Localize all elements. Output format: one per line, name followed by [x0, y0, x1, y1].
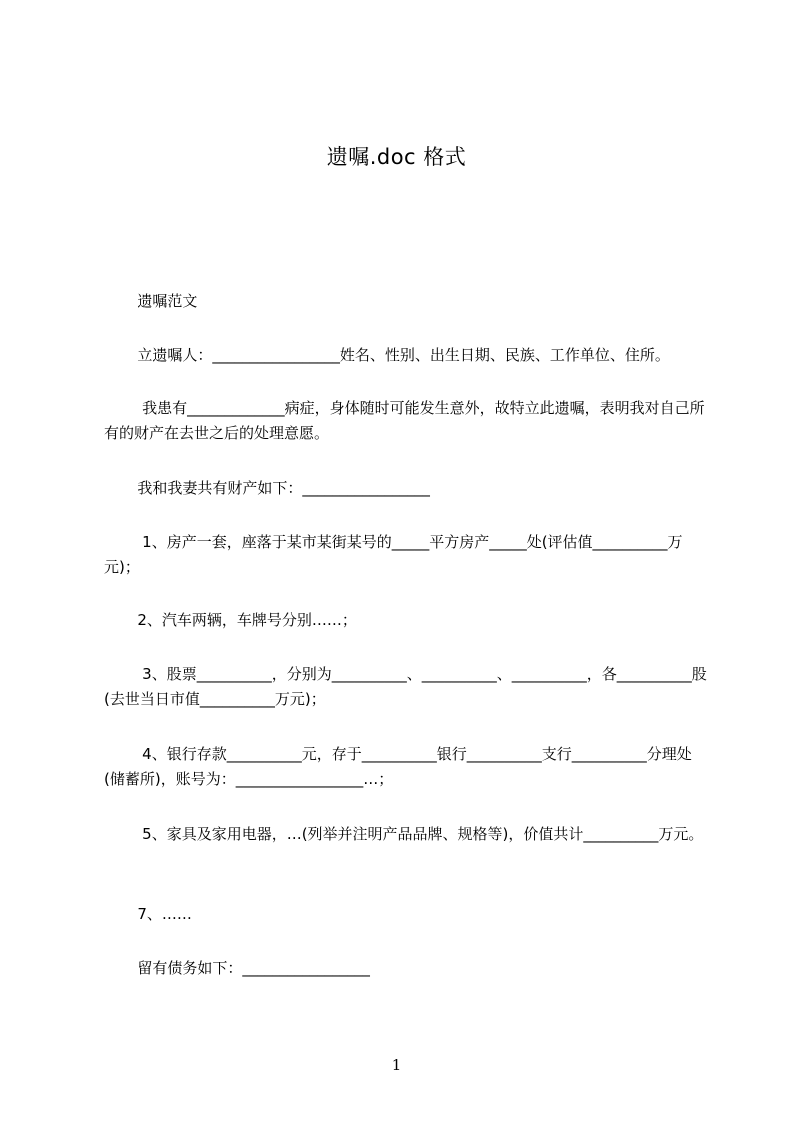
paragraph-heading: 遗嘱范文 — [104, 292, 198, 310]
paragraph-debts: 留有债务如下：_________________ — [104, 959, 370, 977]
paragraph-item-more: 7、…… — [104, 905, 192, 923]
paragraph-testator: 立遗嘱人：_________________姓名、性别、出生日期、民族、工作单位、住所。 — [104, 346, 670, 364]
paragraph-item-cars: 2、汽车两辆，车牌号分别……； — [104, 611, 357, 629]
paragraph-item-house: 1、房产一套，座落于某市某街某号的_____平方房产_____处(评估值__________万元)； — [104, 533, 683, 576]
paragraph-illness: 我患有_____________病症，身体随时可能发生意外，故特立此遗嘱，表明我对自己所有的财产在去世之后的处理意愿。 — [104, 399, 705, 442]
paragraph-item-stocks: 3、股票__________，分别为__________、__________、__________，各__________股(去世当日市值__________万元)； — [104, 665, 707, 708]
paragraph-item-furniture: 5、家具及家用电器，…(列举并注明产品品牌、规格等)，价值共计__________万元。 — [104, 825, 704, 843]
document-title: 遗嘱.doc 格式 — [326, 145, 467, 169]
paragraph-joint-property: 我和我妻共有财产如下：_________________ — [104, 479, 430, 497]
paragraph-item-bank: 4、银行存款__________元，存于__________银行__________支行__________分理处(储蓄所)，账号为：_________________…； — [104, 745, 692, 788]
page-number: 1 — [391, 1056, 402, 1074]
